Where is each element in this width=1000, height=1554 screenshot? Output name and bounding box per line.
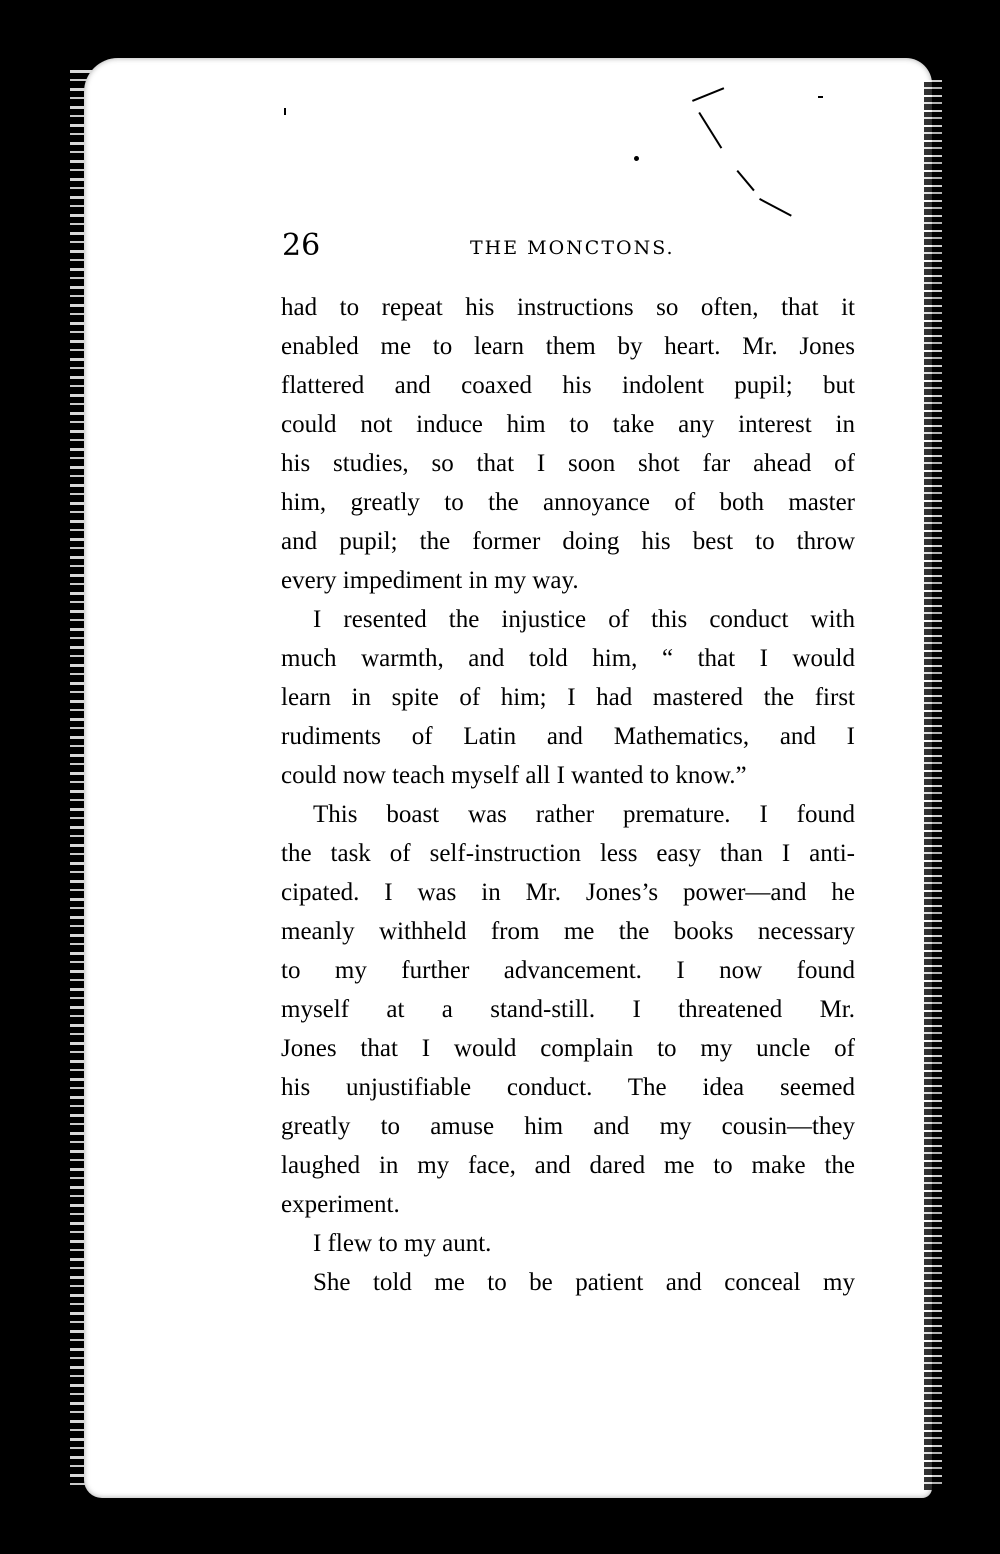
text-line: the task of self-instruction less easy than I anti- (281, 840, 855, 867)
body-text (281, 288, 855, 1302)
text-line: had to repeat his instructions so often, that it (281, 294, 855, 321)
ink-speck (818, 96, 823, 98)
text-line: rudiments of Latin and Mathematics, and I (281, 723, 855, 750)
text-line: This boast was rather premature. I found (313, 801, 855, 828)
text-line: much warmth, and told him, “ that I would (281, 645, 855, 672)
text-line: I resented the injustice of this conduct with (313, 606, 855, 633)
text-line: Jones that I would complain to my uncle of (281, 1035, 855, 1062)
text-line: laughed in my face, and dared me to make the (281, 1152, 855, 1179)
text-line: meanly withheld from me the books necessary (281, 918, 855, 945)
text-line: to my further advancement. I now found (281, 957, 855, 984)
text-line: him, greatly to the annoyance of both master (281, 489, 855, 516)
text-line: enabled me to learn them by heart. Mr. Jones (281, 333, 855, 360)
text-line: I flew to my aunt. (313, 1230, 492, 1257)
text-line: could now teach myself all I wanted to know.” (281, 762, 747, 789)
text-line: greatly to amuse him and my cousin—they (281, 1113, 855, 1140)
running-header (282, 228, 854, 264)
text-line: his unjustifiable conduct. The idea seemed (281, 1074, 855, 1101)
text-line: every impediment in my way. (281, 567, 579, 594)
text-line: myself at a stand-still. I threatened Mr. (281, 996, 855, 1023)
text-line: could not induce him to take any interest in (281, 411, 855, 438)
text-line: She told me to be patient and conceal my (313, 1269, 855, 1296)
text-line: experiment. (281, 1191, 400, 1218)
text-line: flattered and coaxed his indolent pupil; but (281, 372, 855, 399)
text-line: cipated. I was in Mr. Jones’s power—and he (281, 879, 855, 906)
ink-speck (634, 156, 639, 161)
text-line: and pupil; the former doing his best to throw (281, 528, 855, 555)
text-line: his studies, so that I soon shot far ahead of (281, 450, 855, 477)
page-edge-right (924, 80, 942, 1490)
ink-speck (284, 108, 286, 115)
running-title: THE MONCTONS. (470, 237, 675, 259)
page-number: 26 (282, 228, 321, 263)
text-line: learn in spite of him; I had mastered the first (281, 684, 855, 711)
